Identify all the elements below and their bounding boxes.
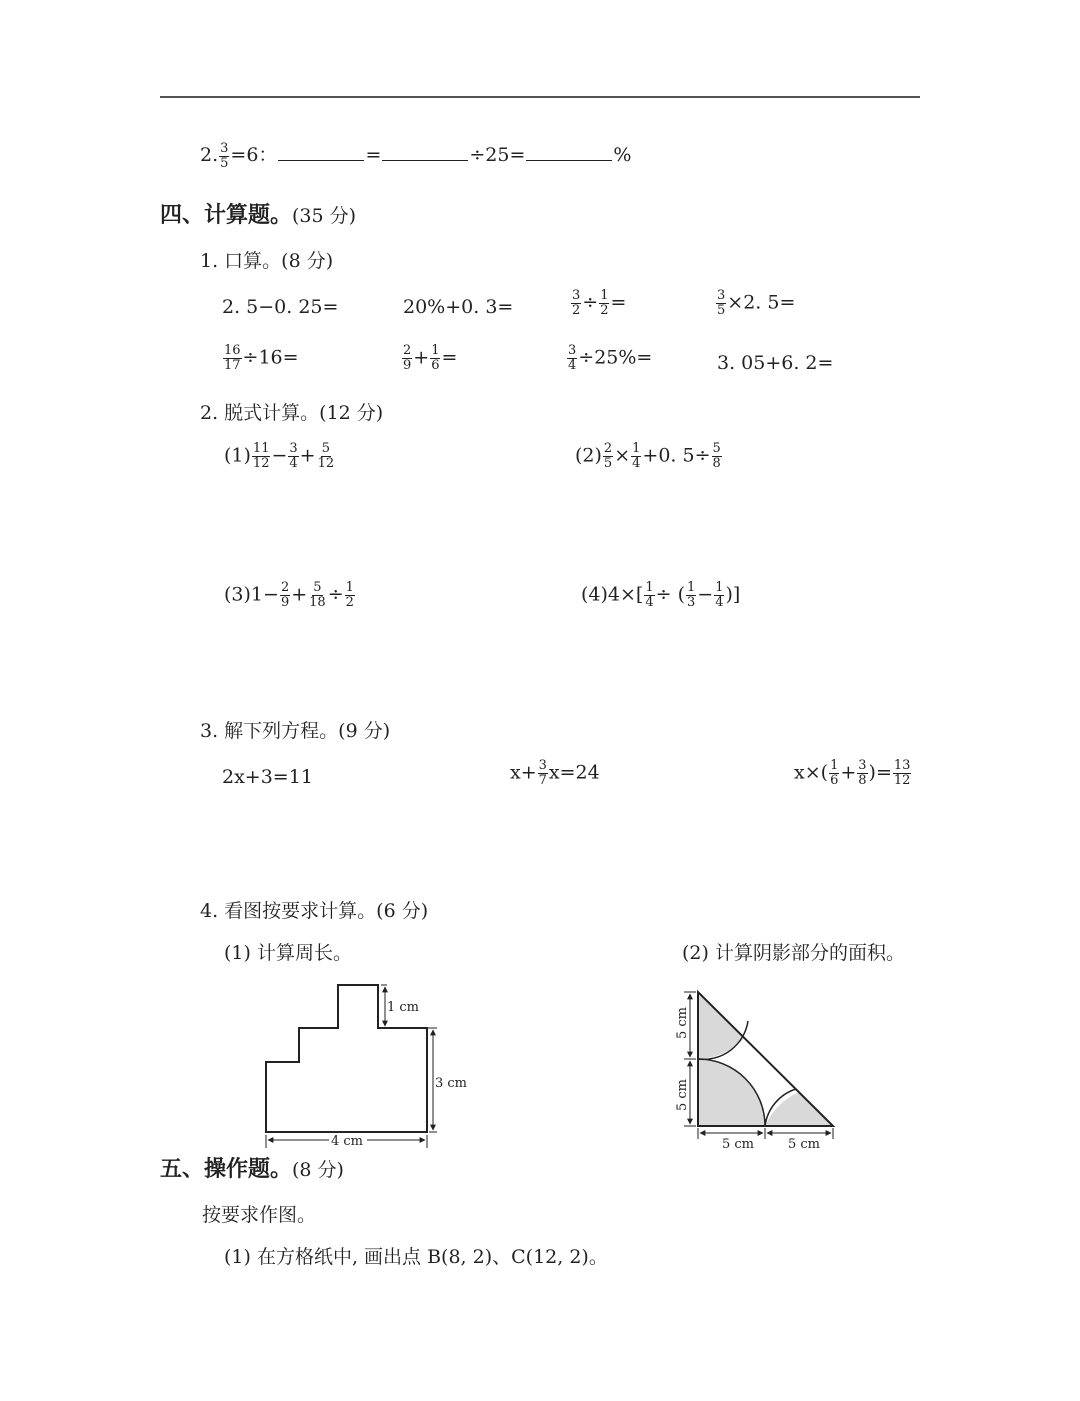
step-problem-4: (4)4×[ $\frac{1}{4}$ ÷ ( $\frac{1}{3}$ − $\frac{1}{4}$ )] [581,580,741,610]
dim-label: 5 cm [722,1137,755,1152]
step-problem-2: (2) $\frac{2}{5}$ × $\frac{1}{4}$ +0. 5÷ $\frac{5}{8}$ [575,441,721,471]
dim-label: 3 cm [435,1076,468,1091]
answer-blank[interactable] [526,144,612,161]
dim-label: 5 cm [675,1078,690,1111]
dim-label: 5 cm [675,1006,690,1039]
equation-1: 2x+3=11 [222,766,313,788]
fraction: $\frac{3}{5}$ [220,140,229,171]
section-four-heading: 四、计算题。(35 分) [160,203,357,228]
figure-calc-title: 4. 看图按要求计算。(6 分) [200,900,429,922]
answer-blank[interactable] [278,144,364,161]
equation-3: x×( $\frac{1}{6}$ + $\frac{3}{8}$ )= $\frac{13}{12}$ [794,758,911,788]
oral-item: $\frac{16}{17}$ ÷16= [224,343,299,373]
step-problem-3: (3)1− $\frac{2}{9}$ + $\frac{5}{18}$ ÷ $\frac{1}{2}$ [224,580,354,610]
dim-label: 4 cm [331,1134,364,1149]
oral-item: $\frac{2}{9}$ + $\frac{1}{6}$ = [403,343,458,373]
perimeter-subtitle: (1) 计算周长。 [224,942,352,964]
shaded-area-subtitle: (2) 计算阴影部分的面积。 [682,942,905,964]
dim-label: 5 cm [788,1137,821,1152]
dim-label: 1 cm [387,1000,420,1015]
equation-2: x+ $\frac{3}{7}$ x=24 [510,758,600,788]
oral-item: 2. 5−0. 25= [222,296,339,318]
oral-item: 20%+0. 3= [403,296,514,318]
oral-item: $\frac{3}{2}$ ÷ $\frac{1}{2}$ = [572,288,627,318]
answer-blank[interactable] [382,144,468,161]
operation-intro: 按要求作图。 [202,1204,317,1226]
staircase-figure [255,978,475,1153]
oral-calc-title: 1. 口算。(8 分) [200,250,334,272]
oral-item: $\frac{3}{5}$ ×2. 5= [717,288,796,318]
oral-item: $\frac{3}{4}$ ÷25%= [568,343,653,373]
triangle-shaded-figure [668,985,848,1153]
operation-item-1: (1) 在方格纸中, 画出点 B(8, 2)、C(12, 2)。 [224,1246,608,1268]
section-five-heading: 五、操作题。(8 分) [160,1157,344,1182]
step-calc-title: 2. 脱式计算。(12 分) [200,402,384,424]
header-rule [160,96,920,98]
oral-item: 3. 05+6. 2= [717,352,834,374]
ratio-question: 2. $\frac{3}{5}$ =6： = ÷25= % [200,140,632,171]
step-problem-1: (1) $\frac{11}{12}$ − $\frac{3}{4}$ + $\frac{5}{12}$ [224,441,335,471]
equations-title: 3. 解下列方程。(9 分) [200,720,391,742]
